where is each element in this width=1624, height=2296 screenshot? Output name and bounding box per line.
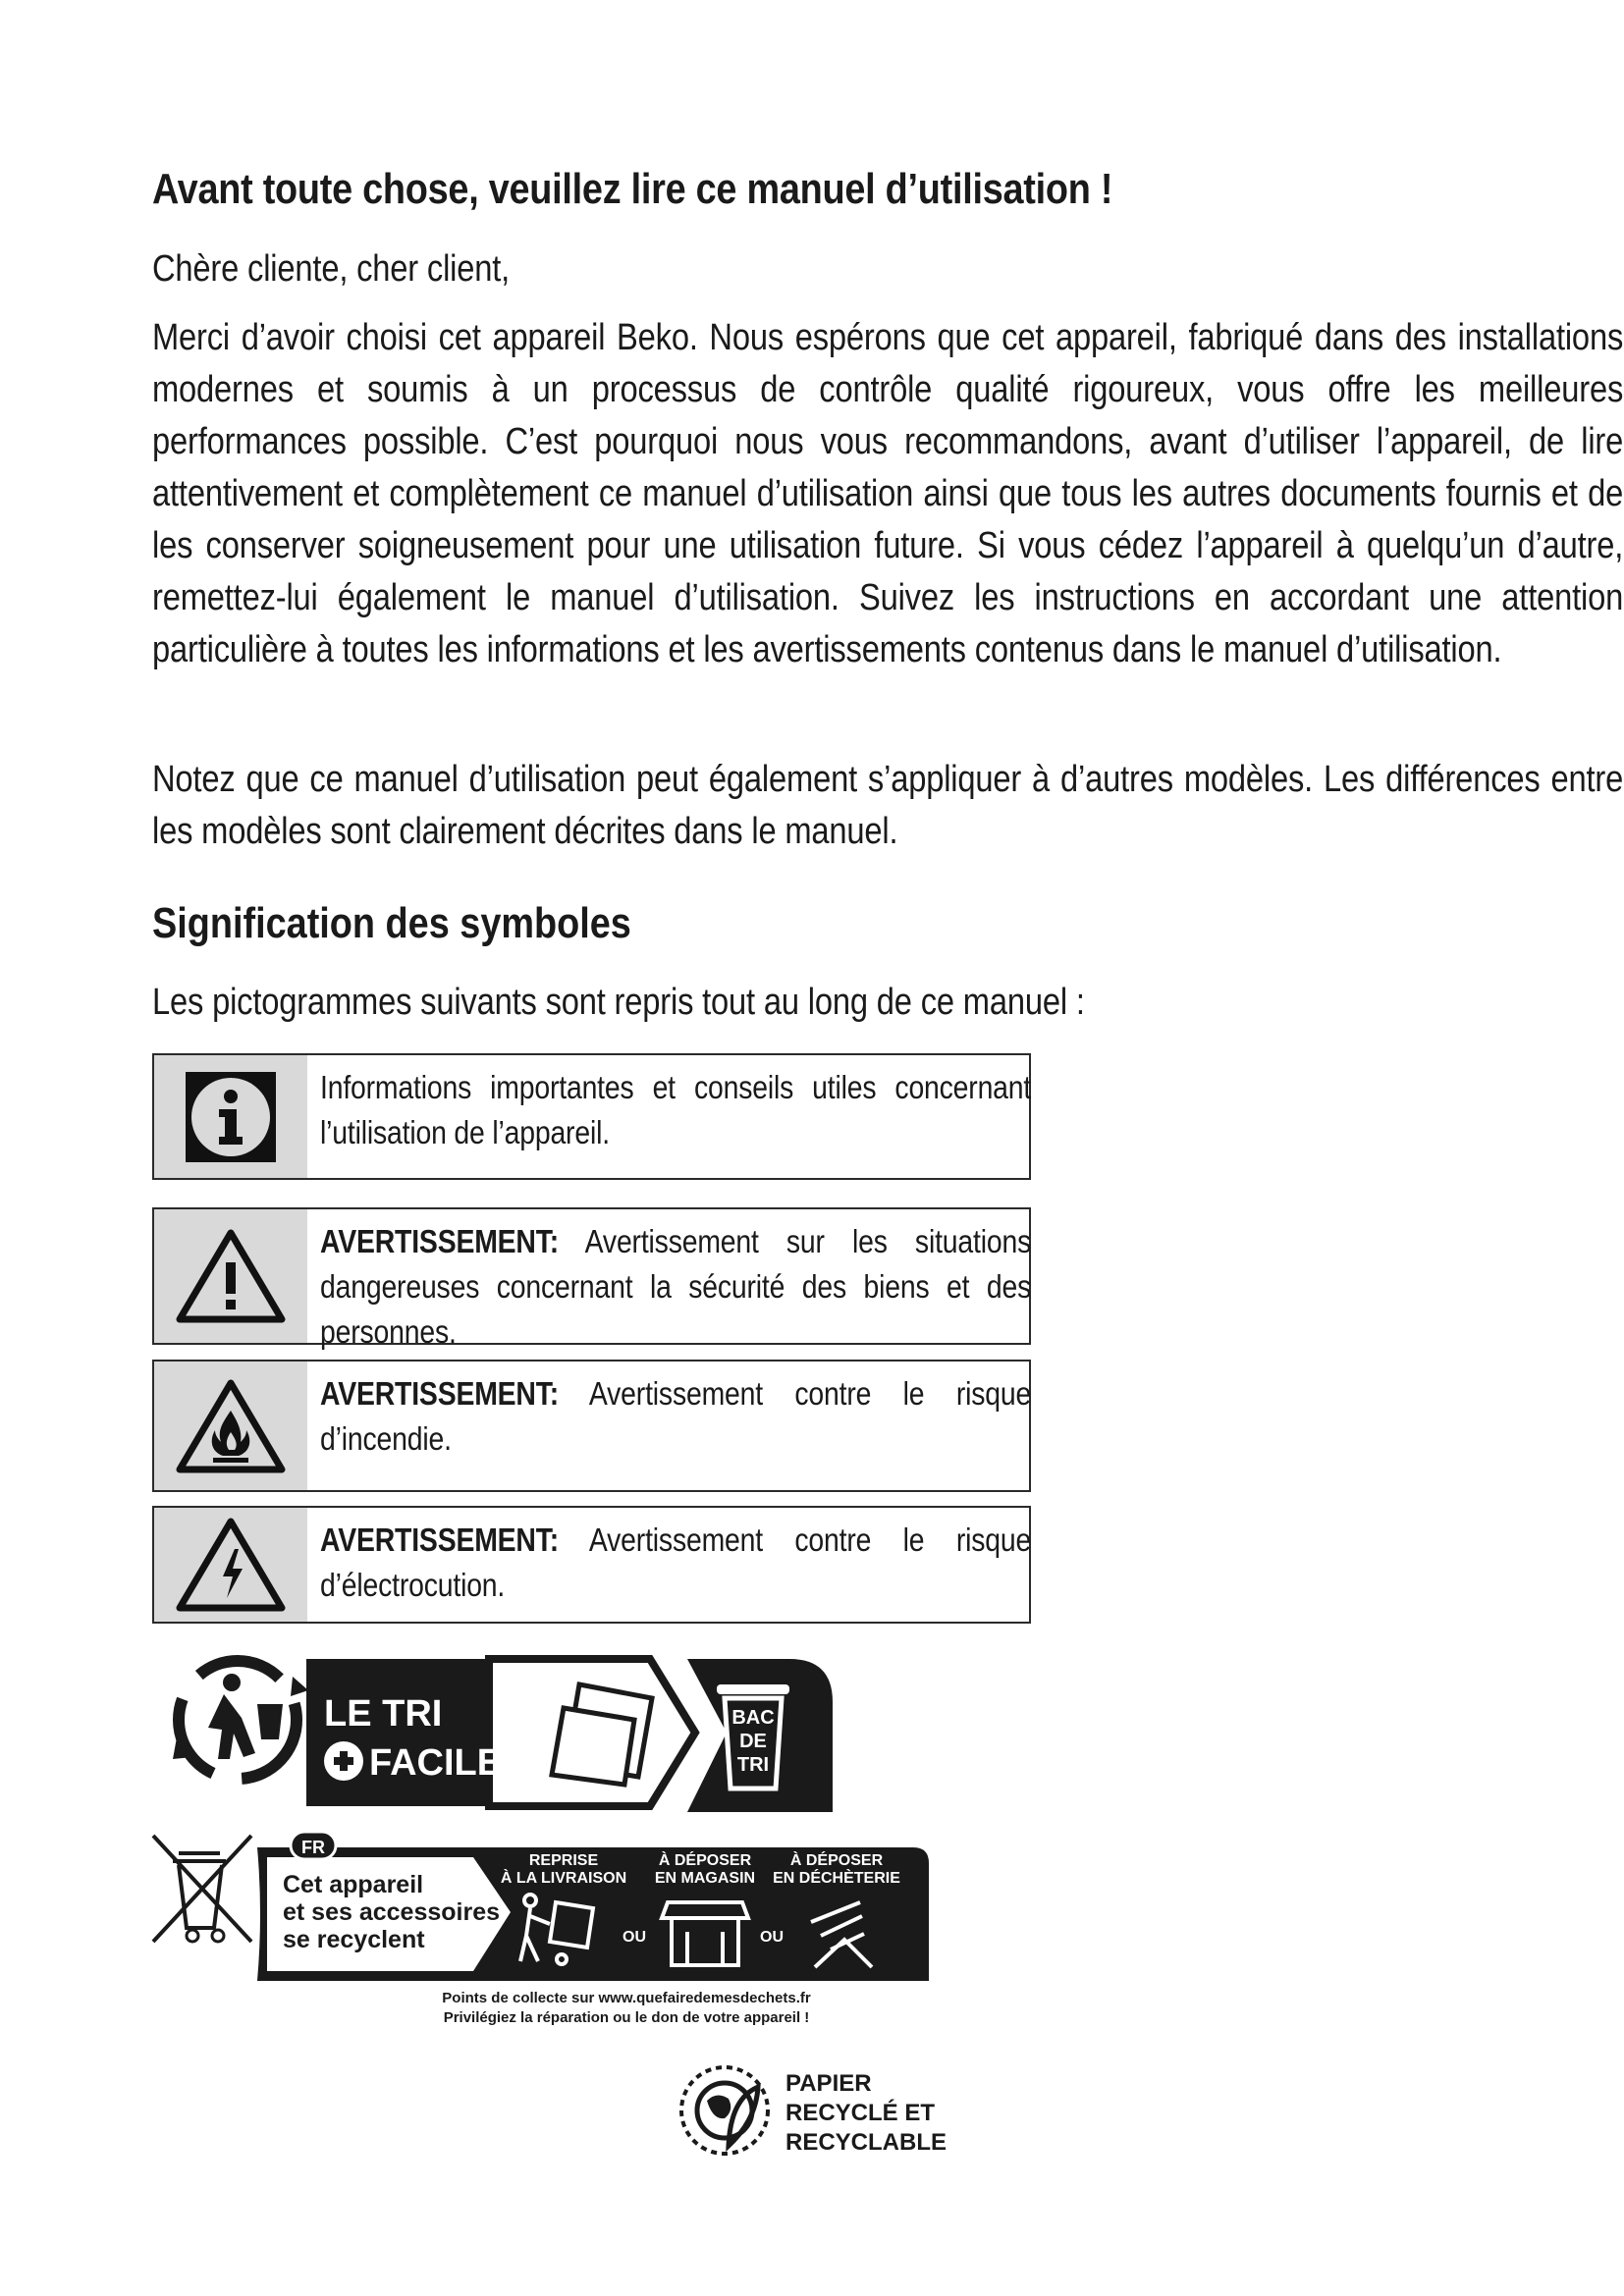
option2-line2: EN MAGASIN [654,1870,756,1887]
recycled-paper-label [681,2067,947,2156]
symbol-label: AVERTISSEMENT: [320,1375,560,1412]
option1-line2: À LA LIVRAISON [500,1870,627,1887]
option1-line1: REPRISE [528,1852,599,1869]
paper-label-line1: PAPIER [785,2070,872,2097]
paper-label-line3: RECYCLABLE [785,2129,947,2156]
symbol-text: Avertissement sur les situations dangereuses concernant la sécurité des biens et des personnes. [320,1223,1032,1350]
country-badge: FR [301,1838,325,1857]
models-note-paragraph: Notez que ce manuel d’utilisation peut également s’appliquer à d’autres modèles. Les différences entre les modèles sont clairement décrites dans le manuel. [152,759,1624,852]
weee-crossed-bin-icon [153,1836,251,1942]
bin-line1: BAC [731,1707,775,1729]
recycling-text-line2: et ses accessoires [283,1898,501,1926]
section-intro: Les pictogrammes suivants sont repris tout au long de ce manuel : [152,982,1085,1023]
triman-icon [173,1661,308,1779]
or-label-1: OU [623,1929,646,1946]
collection-points-text: Points de collecte sur www.quefairedemesdechets.fr [442,1990,811,2006]
recycling-text-line3: se recyclent [283,1926,425,1953]
or-label-2: OU [760,1929,784,1946]
option2-line1: À DÉPOSER [658,1852,752,1869]
repair-advice-text: Privilégiez la réparation ou le don de votre appareil ! [443,2009,810,2026]
recycling-text-line1: Cet appareil [283,1871,424,1898]
intro-paragraph: Merci d’avoir choisi cet appareil Beko. Nous espérons que cet appareil, fabriqué dans des installations modernes et soumis à un processus de contrôle qualité rigoureux, vous offre les meilleures performances possible. C’est pourquoi nous vous recommandons, avant d’utiliser l’appareil, de lire attentivement et complètement ce manuel d’utilisation ainsi que tous les autres documents fournis et de les conserver soigneusement pour une utilisation future. Si vous cédez l’appareil à quelqu’un d’autre, remettez-lui également le manuel d’utilisation. Suivez les instructions en accordant une attention particulière à toutes les informations et les avertissements contenus dans le manuel d’utilisation. [152,317,1624,670]
sorting-bin-icon [717,1684,789,1789]
greeting: Chère cliente, cher client, [152,248,511,290]
symbol-text: Informations importantes et conseils utiles concernant l’utilisation de l’appareil. [320,1069,1032,1150]
option3-line1: À DÉPOSER [789,1852,884,1869]
globe-leaf-icon [681,2067,768,2154]
symbol-label: AVERTISSEMENT: [320,1223,560,1259]
symbol-text: Avertissement contre le risque d’incendie. [320,1375,1032,1457]
triman-line1: LE TRI [324,1693,443,1735]
sorting-info-banner [306,1659,833,1812]
triman-line2: FACILE [369,1742,503,1784]
section-heading: Signification des symboles [152,899,631,947]
paper-label-line2: RECYCLÉ ET [785,2100,936,2126]
bin-line3: TRI [736,1754,770,1776]
option3-line2: EN DÉCHÈTERIE [773,1870,900,1887]
symbol-label: AVERTISSEMENT: [320,1522,560,1558]
symbol-text: Avertissement contre le risque d’électrocution. [320,1522,1032,1603]
recycling-info-banner [257,1832,929,2026]
page-title: Avant toute chose, veuillez lire ce manuel d’utilisation ! [152,165,1113,213]
bin-line2: DE [739,1731,767,1752]
